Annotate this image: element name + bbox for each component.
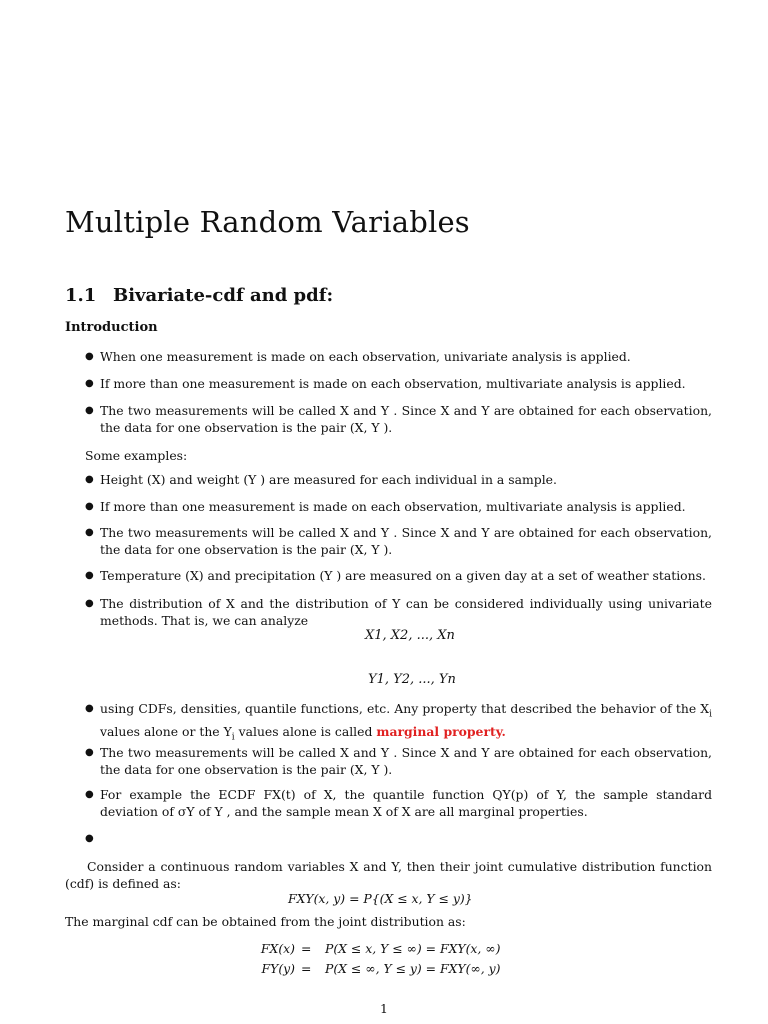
examples-label: Some examples: <box>85 448 188 463</box>
marginal-property-highlight: marginal property. <box>376 724 506 740</box>
bullet-icon: ● <box>85 351 94 362</box>
list-item: If more than one measurement is made on each observation, multivariate analysis is applied. <box>100 376 686 391</box>
bullet-icon: ● <box>85 474 94 485</box>
section-heading <box>65 285 333 306</box>
bullet-icon: ● <box>85 527 94 538</box>
bullet-icon: ● <box>85 378 94 389</box>
list-item: For example the ECDF FX(t) of X, the quantile function QY(p) of Y, the sample standard deviation of σY of Y , and the sample mean X of X are all marginal properties. <box>100 787 712 819</box>
sequence-x: X1, X2, ..., Xn <box>365 628 455 643</box>
equals-sign: = <box>301 941 312 956</box>
list-item: If more than one measurement is made on each observation, multivariate analysis is applied. <box>100 499 686 514</box>
section-title: Bivariate-cdf and pdf: <box>113 285 334 306</box>
marginal-x-rhs: P(X ≤ x, Y ≤ ∞) = FXY(x, ∞) <box>325 941 501 956</box>
page-number: 1 <box>380 1001 388 1016</box>
joint-cdf-equation: FXY(x, y) = P{(X ≤ x, Y ≤ y)} <box>288 891 473 906</box>
marginal-y-lhs: FY(y) <box>261 961 295 976</box>
marginal-cdf-paragraph: The marginal cdf can be obtained from the joint distribution as: <box>65 914 466 929</box>
list-item: The distribution of X and the distribution of Y can be considered individually using univariate methods. That is, we can analyze <box>100 596 712 628</box>
bullet-icon: ● <box>85 598 94 609</box>
list-item: When one measurement is made on each observation, univariate analysis is applied. <box>100 349 631 364</box>
section-number: 1.1 <box>65 285 97 306</box>
equals-sign: = <box>301 961 312 976</box>
intro-heading: Introduction <box>65 320 158 335</box>
marginal-x-lhs: FX(x) <box>260 941 295 956</box>
bullet-icon: ● <box>85 405 94 416</box>
list-item: The two measurements will be called X and Y . Since X and Y are obtained for each observation, the data for one observation is the pair (X, Y ). <box>100 745 712 777</box>
bullet-icon: ● <box>85 703 94 714</box>
joint-cdf-paragraph: Consider a continuous random variables X and Y, then their joint cumulative distribution function (cdf) is defined as: <box>65 859 712 891</box>
list-item: The two measurements will be called X and Y . Since X and Y are obtained for each observation, the data for one observation is the pair (X, Y ). <box>100 525 712 557</box>
bullet-icon: ● <box>85 747 94 758</box>
bullet-icon: ● <box>85 789 94 800</box>
sequence-y: Y1, Y2, ..., Yn <box>368 672 456 687</box>
list-item: Height (X) and weight (Y ) are measured for each individual in a sample. <box>100 472 557 487</box>
bullet-icon: ● <box>85 570 94 581</box>
marginal-property-item: using CDFs, densities, quantile functions, etc. Any property that described the behavior of the $X_i$ values alone or the $Y_i$ values alone is called marginal property. <box>100 701 712 743</box>
chapter-title: Multiple Random Variables <box>65 205 470 239</box>
list-item: The two measurements will be called X and Y . Since X and Y are obtained for each observation, the data for one observation is the pair (X, Y ). <box>100 403 712 435</box>
list-item: Temperature (X) and precipitation (Y ) are measured on a given day at a set of weather stations. <box>100 568 706 583</box>
marginal-y-rhs: P(X ≤ ∞, Y ≤ y) = FXY(∞, y) <box>325 961 501 976</box>
bullet-icon: ● <box>85 833 94 844</box>
bullet-icon: ● <box>85 501 94 512</box>
